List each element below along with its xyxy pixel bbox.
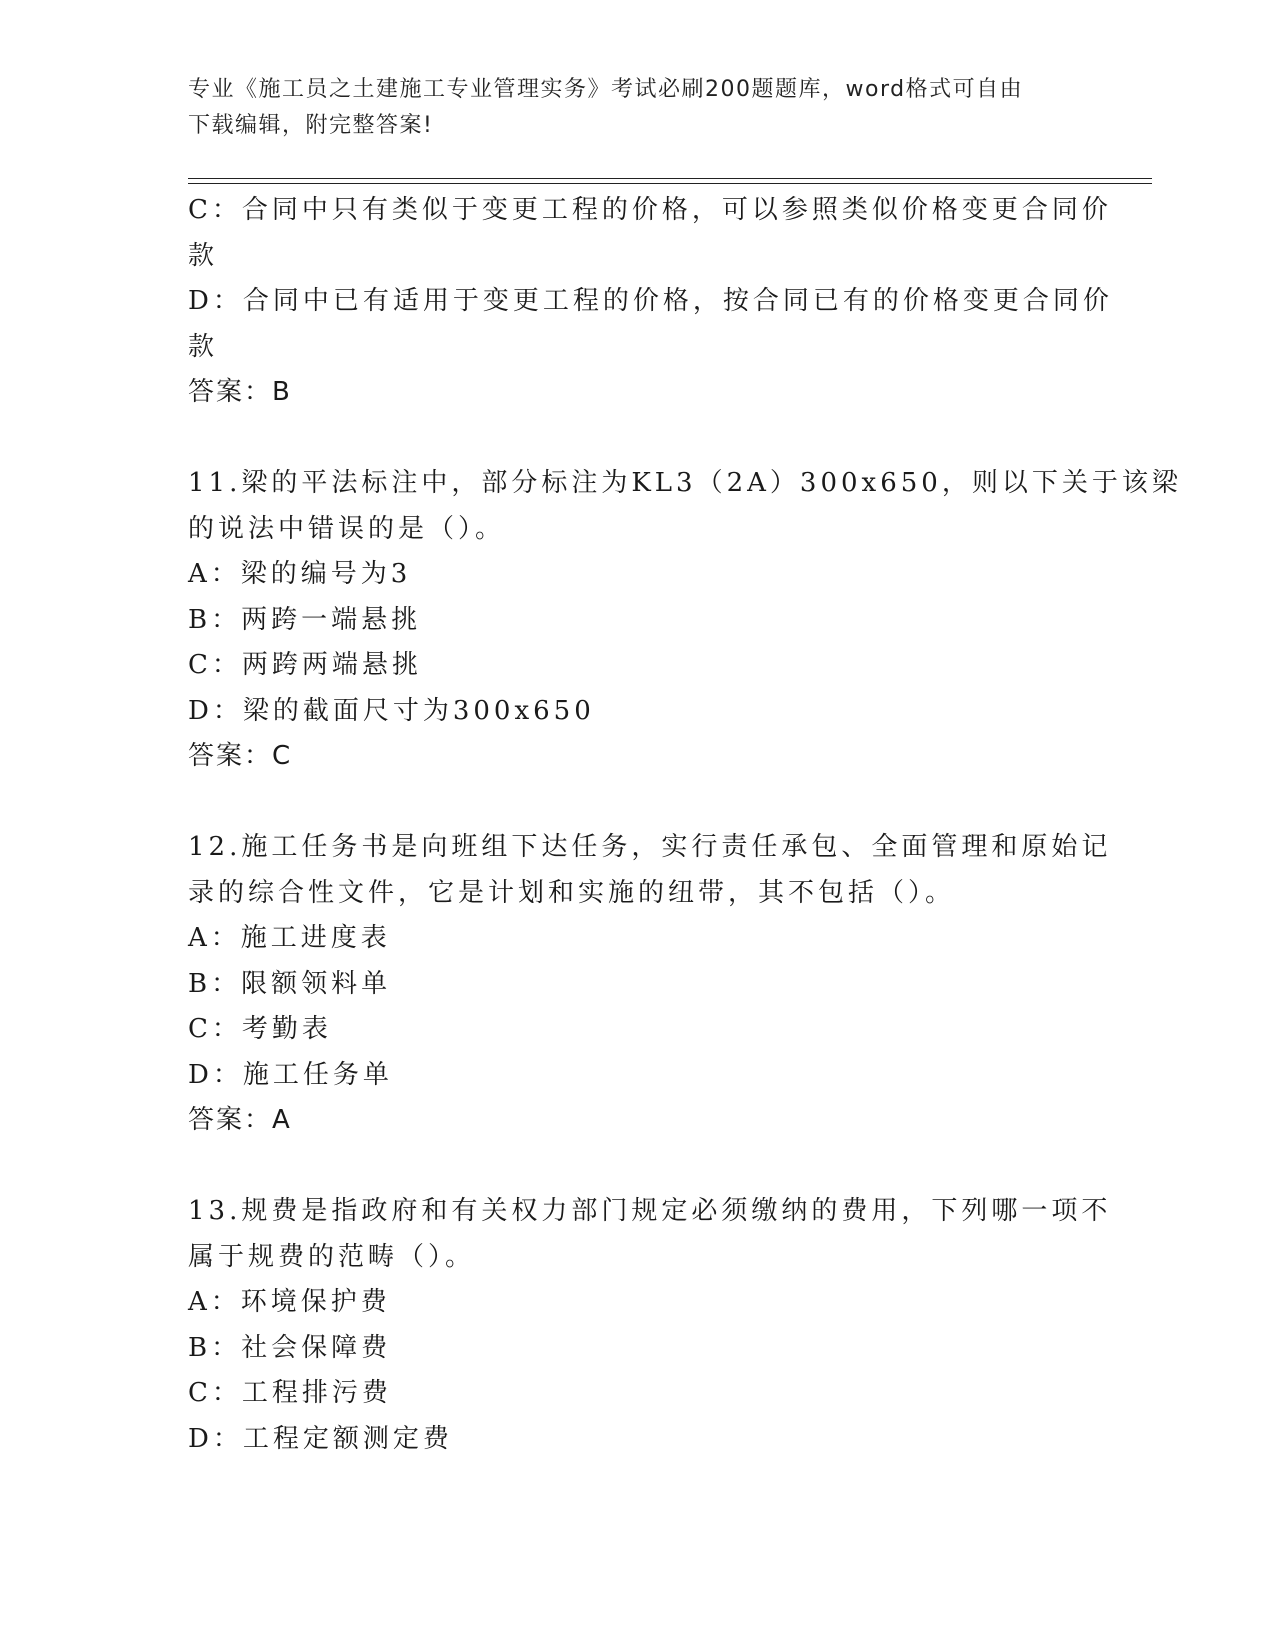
option-d: D：施工任务单 <box>188 1059 393 1090</box>
option-d: D：梁的截面尺寸为300x650 <box>188 695 595 726</box>
document-body <box>188 188 1182 1462</box>
question-stem-line-2: 的说法中错误的是（）。 <box>188 513 506 544</box>
option-d-line-2: 款 <box>188 331 219 362</box>
answer: 答案：B <box>188 377 292 407</box>
question-stem-line-2: 录的综合性文件，它是计划和实施的纽带，其不包括（）。 <box>188 877 956 908</box>
option-c-line-1: C：合同中只有类似于变更工程的价格，可以参照类似价格变更合同价 <box>188 195 1112 225</box>
header-divider-top <box>188 178 1152 179</box>
question-stem-line-1: 13.规费是指政府和有关权力部门规定必须缴纳的费用，下列哪一项不 <box>188 1196 1112 1226</box>
question-13 <box>188 1189 1112 1462</box>
option-b: B：社会保障费 <box>188 1332 392 1363</box>
answer: 答案：A <box>188 1105 292 1135</box>
option-a: A：梁的编号为3 <box>188 559 412 589</box>
question-stem-line-2: 属于规费的范畴（）。 <box>188 1241 476 1272</box>
option-c: C：两跨两端悬挑 <box>188 650 422 680</box>
header-divider-bottom <box>188 183 1152 184</box>
option-b: B：限额领料单 <box>188 968 392 999</box>
option-c: C：工程排污费 <box>188 1378 392 1408</box>
question-12 <box>188 825 1112 1144</box>
header-line-1: 专业《施工员之土建施工专业管理实务》考试必刷200题题库，word格式可自由 <box>188 77 1024 102</box>
question-10-continued <box>188 188 1113 416</box>
option-a: A：环境保护费 <box>188 1287 391 1317</box>
question-stem-line-1: 12.施工任务书是向班组下达任务，实行责任承包、全面管理和原始记 <box>188 832 1112 862</box>
spacer <box>188 1144 1088 1190</box>
option-c: C：考勤表 <box>188 1014 332 1044</box>
option-d-line-1: D：合同中已有适用于变更工程的价格，按合同已有的价格变更合同价 <box>188 286 1113 316</box>
question-stem-line-1: 11.梁的平法标注中，部分标注为KL3（2A）300x650，则以下关于该梁 <box>188 468 1182 498</box>
spacer <box>188 780 1088 826</box>
option-a: A：施工进度表 <box>188 923 391 953</box>
answer: 答案：C <box>188 741 293 771</box>
spacer <box>188 416 1088 462</box>
option-c-line-2: 款 <box>188 240 219 271</box>
header-line-2: 下载编辑，附完整答案! <box>188 113 434 138</box>
option-b: B：两跨一端悬挑 <box>188 604 422 635</box>
question-11 <box>188 461 1182 780</box>
document-header <box>188 72 1068 144</box>
option-d: D：工程定额测定费 <box>188 1423 453 1454</box>
